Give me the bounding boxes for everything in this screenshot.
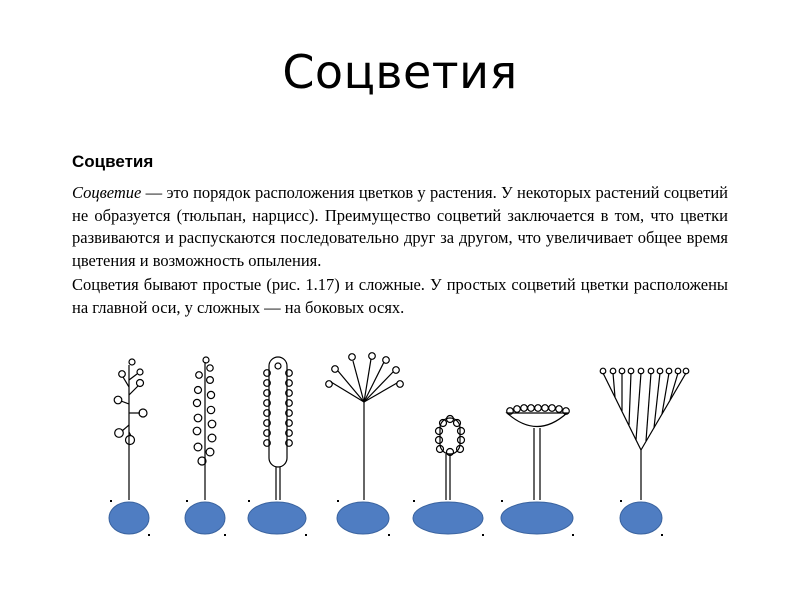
receptacle-oval	[501, 502, 573, 534]
head-inflorescence	[436, 416, 465, 501]
spike-inflorescence	[193, 357, 216, 500]
receptacle-oval	[109, 502, 149, 534]
receptacle-oval	[620, 502, 662, 534]
basket-inflorescence	[507, 405, 570, 500]
paragraph-definition	[72, 182, 728, 272]
inflorescence-diagram	[0, 340, 800, 550]
receptacle-oval	[185, 502, 225, 534]
raceme-inflorescence	[114, 359, 147, 500]
receptacle-oval	[413, 502, 483, 534]
term-inflorescence: Соцветие	[72, 183, 142, 202]
paragraph-types: Соцветия бывают простые (рис. 1.17) и сложные. У простых соцветий цветки расположены на главной оси, у сложных — на боковых осях.	[72, 275, 728, 317]
receptacle-oval	[337, 502, 389, 534]
section-heading: Соцветия	[72, 152, 154, 171]
spadix-inflorescence	[264, 357, 293, 500]
definition-text: — это порядок расположения цветков у растения. У некоторых растений соцветий не образуется (тюльпан, нарцисс). Преимущество соцветий заключается в том, что цветки развиваются и распускаются последовательно друг за другом, что увеличивает общее время цветения и возможность опыления.	[72, 183, 728, 270]
corymb-inflorescence	[600, 368, 689, 500]
slide-title: Соцветия	[282, 45, 518, 99]
receptacle-oval	[248, 502, 306, 534]
umbel-inflorescence	[326, 353, 404, 500]
